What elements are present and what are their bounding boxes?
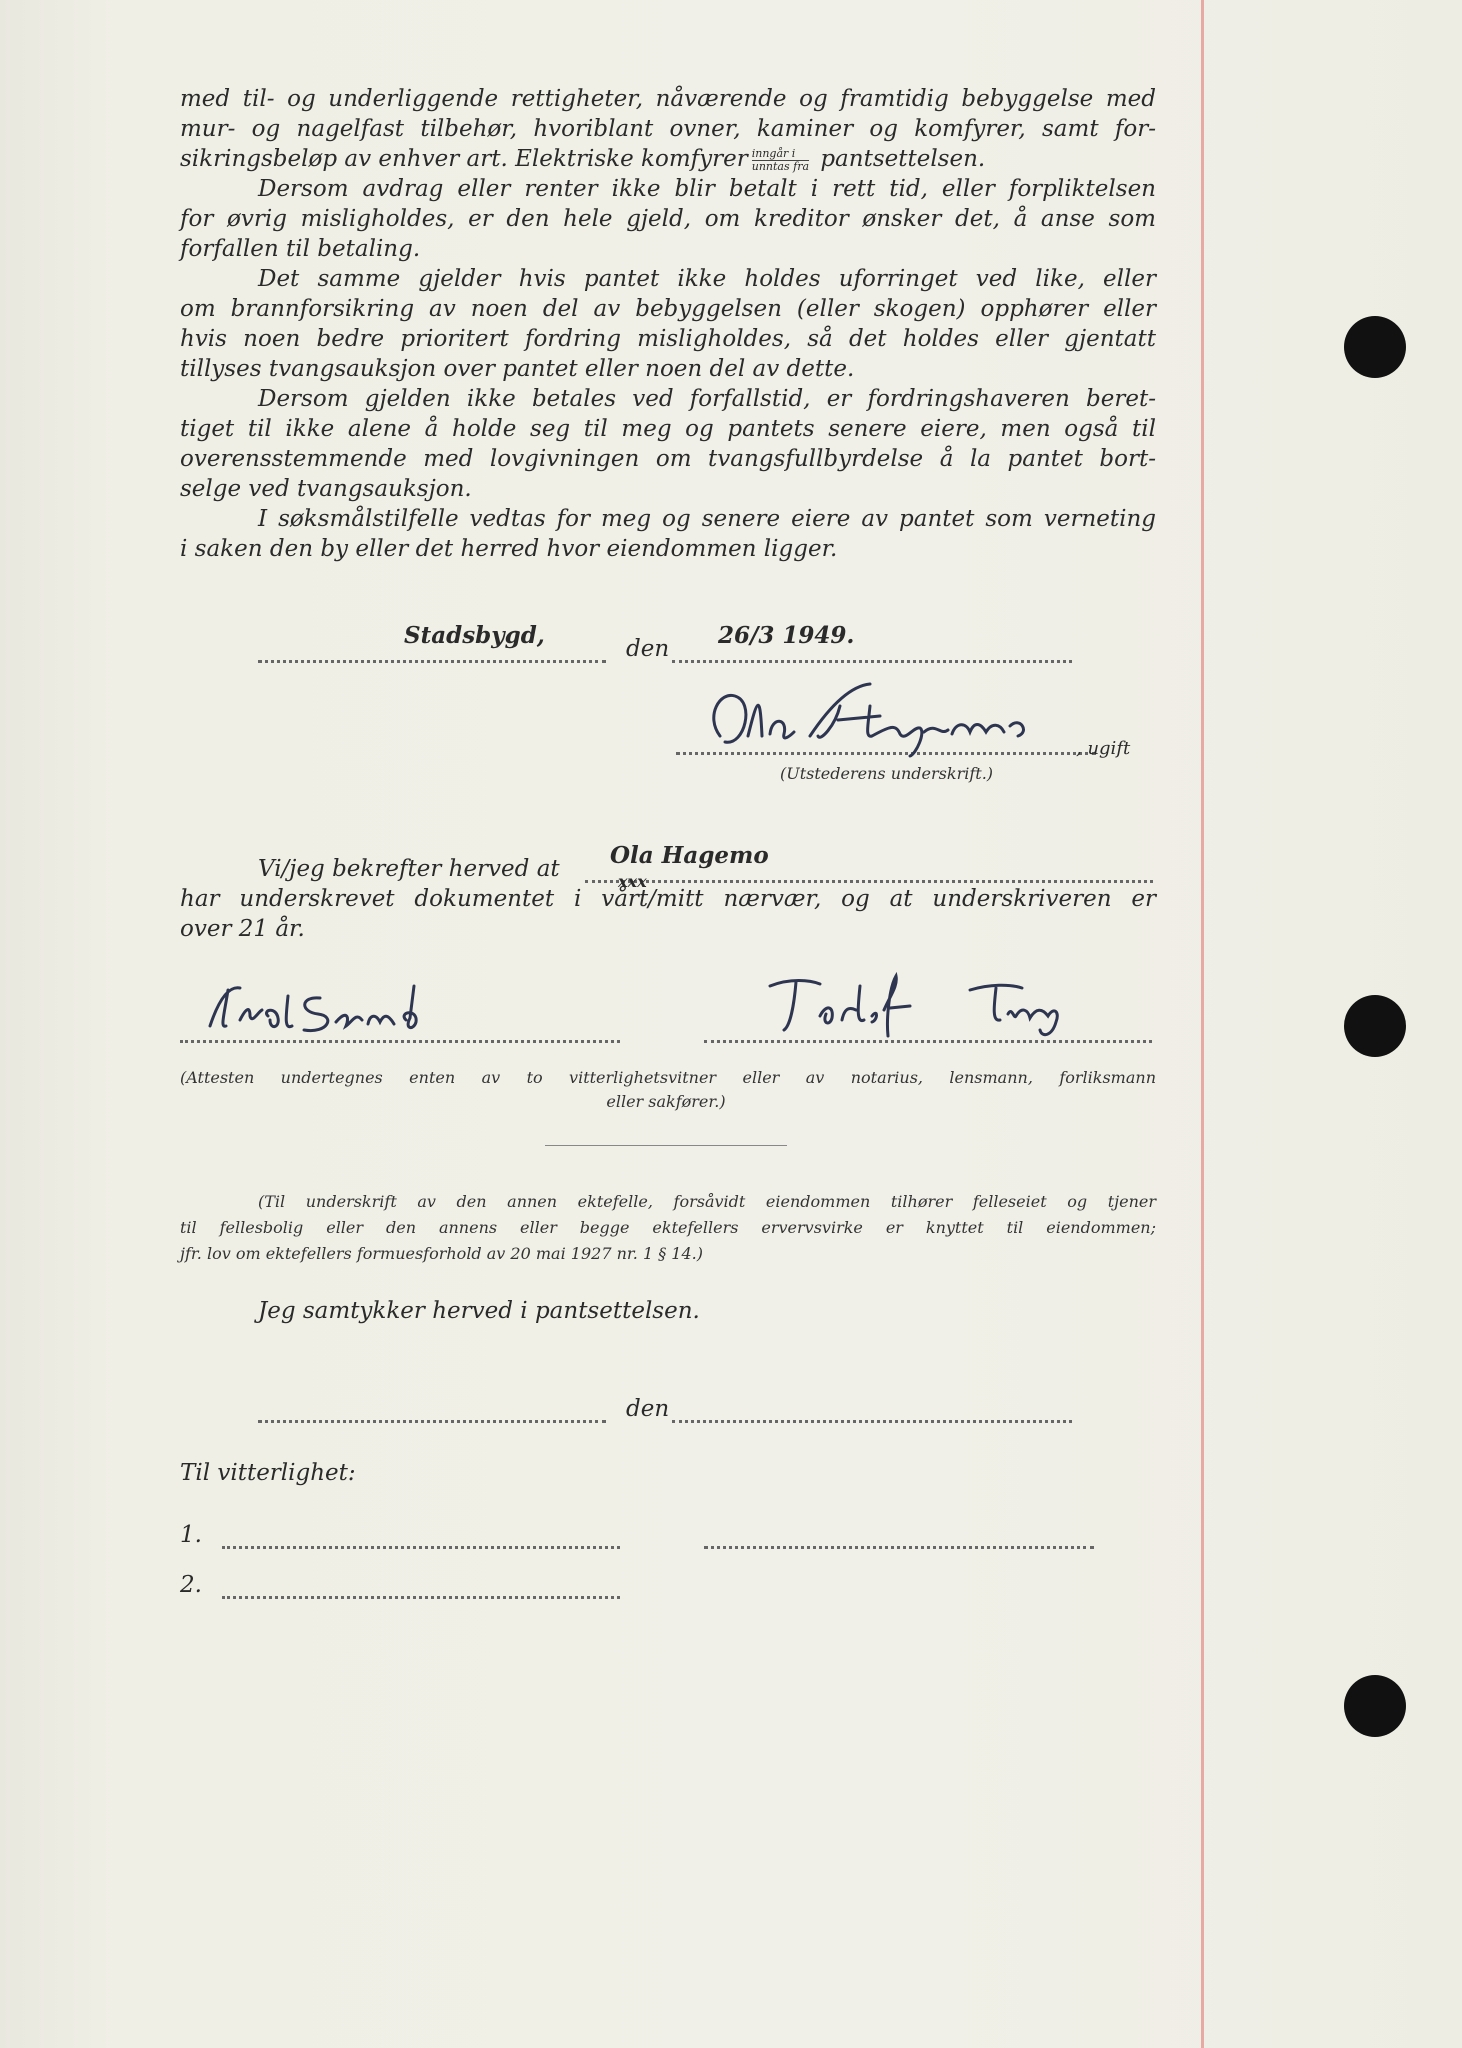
text-line: med til- og underliggende rettigheter, nåværende og framtidig bebyggelse med bbox=[180, 86, 1156, 112]
place-line bbox=[258, 660, 606, 663]
confirm-line2: har underskrevet dokumentet i vårt/mitt nærvær, og at underskriveren er bbox=[180, 886, 1156, 912]
den-label: den bbox=[626, 636, 670, 662]
attest-note-line1: (Attesten undertegnes enten av to vitterlighetsvitner eller av notarius, lensmann, forliksmann bbox=[180, 1068, 1156, 1087]
text-line: forfallen til betaling. bbox=[180, 236, 421, 262]
date-typed: 26/3 1949. bbox=[718, 622, 855, 649]
consent-place-line bbox=[258, 1420, 606, 1423]
divider bbox=[545, 1145, 787, 1146]
witness-number-1: 1. bbox=[180, 1522, 202, 1548]
text-line: Dersom avdrag eller renter ikke blir betalt i rett tid, eller forpliktelsen bbox=[258, 176, 1156, 202]
punch-hole bbox=[1344, 1675, 1406, 1737]
attest-note-line2: eller sakfører.) bbox=[606, 1092, 726, 1111]
text-line: hvis noen bedre prioritert fordring misligholdes, så det holdes eller gjentatt bbox=[180, 326, 1156, 352]
consent-witness1b-line bbox=[704, 1546, 1094, 1549]
text-line: tillyses tvangsauksjon over pantet eller noen del av dette. bbox=[180, 356, 855, 382]
punch-hole bbox=[1344, 316, 1406, 378]
spouse-note-line1: (Til underskrift av den annen ektefelle, forsåvidt eiendommen tilhører felleseiet og tjener bbox=[258, 1192, 1156, 1211]
confirm-name-typed: Ola Hagemo bbox=[610, 842, 769, 869]
witness-heading: Til vitterlighet: bbox=[180, 1460, 356, 1486]
consent-witness2-line bbox=[222, 1596, 620, 1599]
place-typed: Stadsbygd, bbox=[404, 622, 545, 649]
witness2-signature bbox=[760, 966, 1090, 1051]
text-line: tiget til ikke alene å holde seg til meg og pantets senere eiere, men også til bbox=[180, 416, 1156, 442]
spouse-note-line3: jfr. lov om ektefellers formuesforhold av 20 mai 1927 nr. 1 § 14.) bbox=[180, 1244, 703, 1263]
text-line: om brannforsikring av noen del av bebyggelsen (eller skogen) opphører eller bbox=[180, 296, 1156, 322]
text-line: for øvrig misligholdes, er den hele gjeld, om kreditor ønsker det, å anse som bbox=[180, 206, 1156, 232]
date-line bbox=[672, 660, 1072, 663]
fraction: $\frac{\text{inngår i}}{\text{unntas fra}}$ bbox=[751, 146, 810, 173]
consent-den-label: den bbox=[626, 1396, 670, 1422]
text-line: Dersom gjelden ikke betales ved forfallstid, er fordringshaveren beret- bbox=[258, 386, 1156, 412]
issuer-signature bbox=[700, 676, 1110, 771]
confirm-xxx: xxx bbox=[618, 872, 647, 891]
witness1-signature bbox=[200, 976, 480, 1051]
issuer-caption: (Utstederens underskrift.) bbox=[780, 764, 994, 783]
confirm-line3: over 21 år. bbox=[180, 916, 305, 942]
text-line: mur- og nagelfast tilbehør, hvoriblant ovner, kaminer og komfyrer, samt for- bbox=[180, 116, 1156, 142]
confirm-prefix: Vi/jeg bekrefter herved at bbox=[258, 856, 560, 882]
consent-date-line bbox=[672, 1420, 1072, 1423]
consent-text: Jeg samtykker herved i pantsettelsen. bbox=[258, 1298, 700, 1324]
issuer-signature-suffix: , ugift bbox=[1076, 738, 1131, 759]
spouse-note-line2: til fellesbolig eller den annens eller begge ektefellers ervervsvirke er knyttet til eiendommen; bbox=[180, 1218, 1156, 1237]
margin-line bbox=[1201, 0, 1204, 2048]
text-line: Det samme gjelder hvis pantet ikke holdes uforringet ved like, eller bbox=[258, 266, 1156, 292]
body-text bbox=[180, 84, 1156, 564]
text-line: i saken den by eller det herred hvor eiendommen ligger. bbox=[180, 536, 838, 562]
text-line: sikringsbeløp av enhver art. Elektriske komfyrer $\frac{\text{inngår i}}{\text{unntas fra}}$ pantsettelsen. bbox=[180, 146, 986, 173]
consent-witness1-line bbox=[222, 1546, 620, 1549]
text-line: I søksmålstilfelle vedtas for meg og senere eiere av pantet som verneting bbox=[258, 506, 1156, 532]
text-line: overensstemmende med lovgivningen om tvangsfullbyrdelse å la pantet bort- bbox=[180, 446, 1156, 472]
text-line: selge ved tvangsauksjon. bbox=[180, 476, 472, 502]
punch-hole bbox=[1344, 995, 1406, 1057]
confirm-name-line bbox=[585, 880, 1153, 883]
witness-number-2: 2. bbox=[180, 1572, 202, 1598]
